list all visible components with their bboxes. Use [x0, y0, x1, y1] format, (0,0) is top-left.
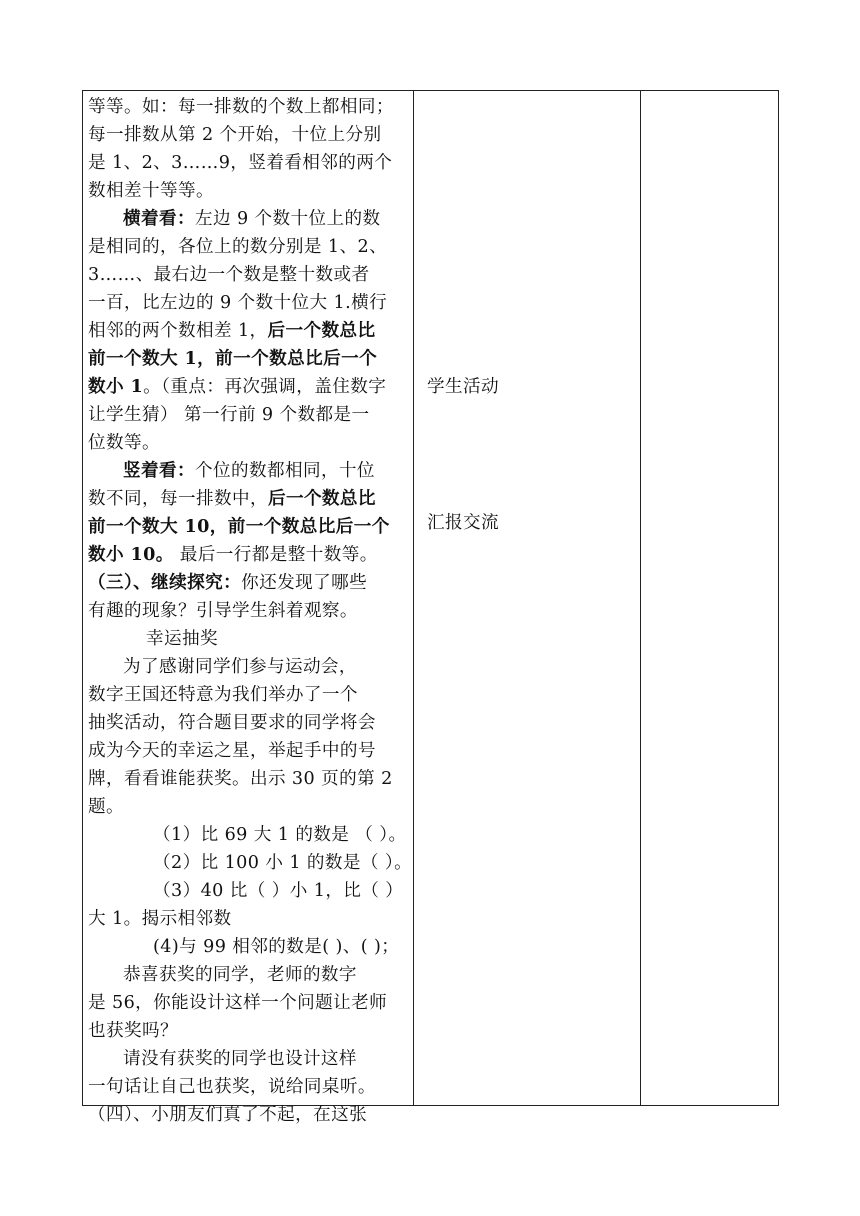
text-line: 前一个数大 1，前一个数总比后一个 [88, 348, 378, 369]
text-line: 请没有获奖的同学也设计这样 [123, 1049, 357, 1069]
text-line: 等等。如：每一排数的个数上都相同； [88, 97, 394, 117]
teaching-process-column [88, 93, 414, 1129]
text-line: 是 56，你能设计这样一个问题让老师 [88, 993, 388, 1013]
text-line: 一百，比左边的 9 个数十位大 1.横行 [88, 293, 388, 313]
text-line: 数小 10。 最后一行都是整十数等。 [88, 544, 378, 565]
activity-title: 幸运抽奖 [146, 629, 218, 649]
text-line-heading: 竖着看：个位的数都相同，十位 [123, 460, 375, 481]
report-exchange-note: 汇报交流 [427, 513, 499, 533]
text-line: 为了感谢同学们参与运动会， [123, 657, 357, 677]
text-line: 抽奖活动，符合题目要求的同学将会 [88, 713, 376, 733]
text-line: 是相同的，各位上的数分别是 1、2、 [88, 237, 388, 257]
text-line: 位数等。 [88, 433, 160, 453]
text-line: 是 1、2、3……9，竖着看相邻的两个 [88, 153, 393, 173]
text-line: （四）、小朋友们真了不起，在这张 [88, 1105, 368, 1125]
text-line-heading: 横着看：左边 9 个数十位上的数 [123, 208, 381, 229]
text-line: 前一个数大 10，前一个数总比后一个 [88, 516, 390, 537]
text-line: 有趣的现象？引导学生斜着观察。 [88, 601, 358, 621]
text-line: 一句话让自己也获奖，说给同桌听。 [88, 1077, 376, 1097]
text-line: 大 1。揭示相邻数 [88, 909, 232, 929]
text-line: 牌，看看谁能获奖。出示 30 页的第 2 [88, 769, 393, 789]
text-line: 也获奖吗？ [88, 1021, 178, 1041]
section-heading: （三）、继续探究：你还发现了哪些 [88, 572, 368, 593]
text-line: 3……、最右边一个数是整十数或者 [88, 265, 370, 285]
question-line: （2）比 100 小 1 的数是（ ）。 [153, 853, 413, 873]
text-line: 恭喜获奖的同学，老师的数字 [123, 965, 357, 985]
text-line: 每一排数从第 2 个开始，十位上分别 [88, 125, 382, 145]
lesson-plan-table [82, 90, 779, 1125]
text-line: 题。 [88, 797, 124, 817]
text-line: 相邻的两个数相差 1，后一个数总比 [88, 320, 376, 341]
text-line: 让学生猜） 第一行前 9 个数都是一 [88, 405, 370, 425]
text-line: 数相差十等等。 [88, 181, 214, 201]
question-line: （1）比 69 大 1 的数是 （ ）。 [153, 825, 407, 845]
text-line: 数不同，每一排数中，后一个数总比 [88, 488, 376, 509]
text-line: 数字王国还特意为我们举办了一个 [88, 685, 358, 705]
question-line: （3）40 比（ ）小 1，比（ ） [153, 881, 404, 901]
text-line: 成为今天的幸运之星，举起手中的号 [88, 741, 376, 761]
student-activity-note: 学生活动 [427, 377, 499, 397]
question-line: (4)与 99 相邻的数是( )、( )； [153, 937, 400, 957]
column-divider-2 [640, 91, 641, 1105]
text-line: 数小 1。（重点：再次强调，盖住数字 [88, 376, 387, 397]
